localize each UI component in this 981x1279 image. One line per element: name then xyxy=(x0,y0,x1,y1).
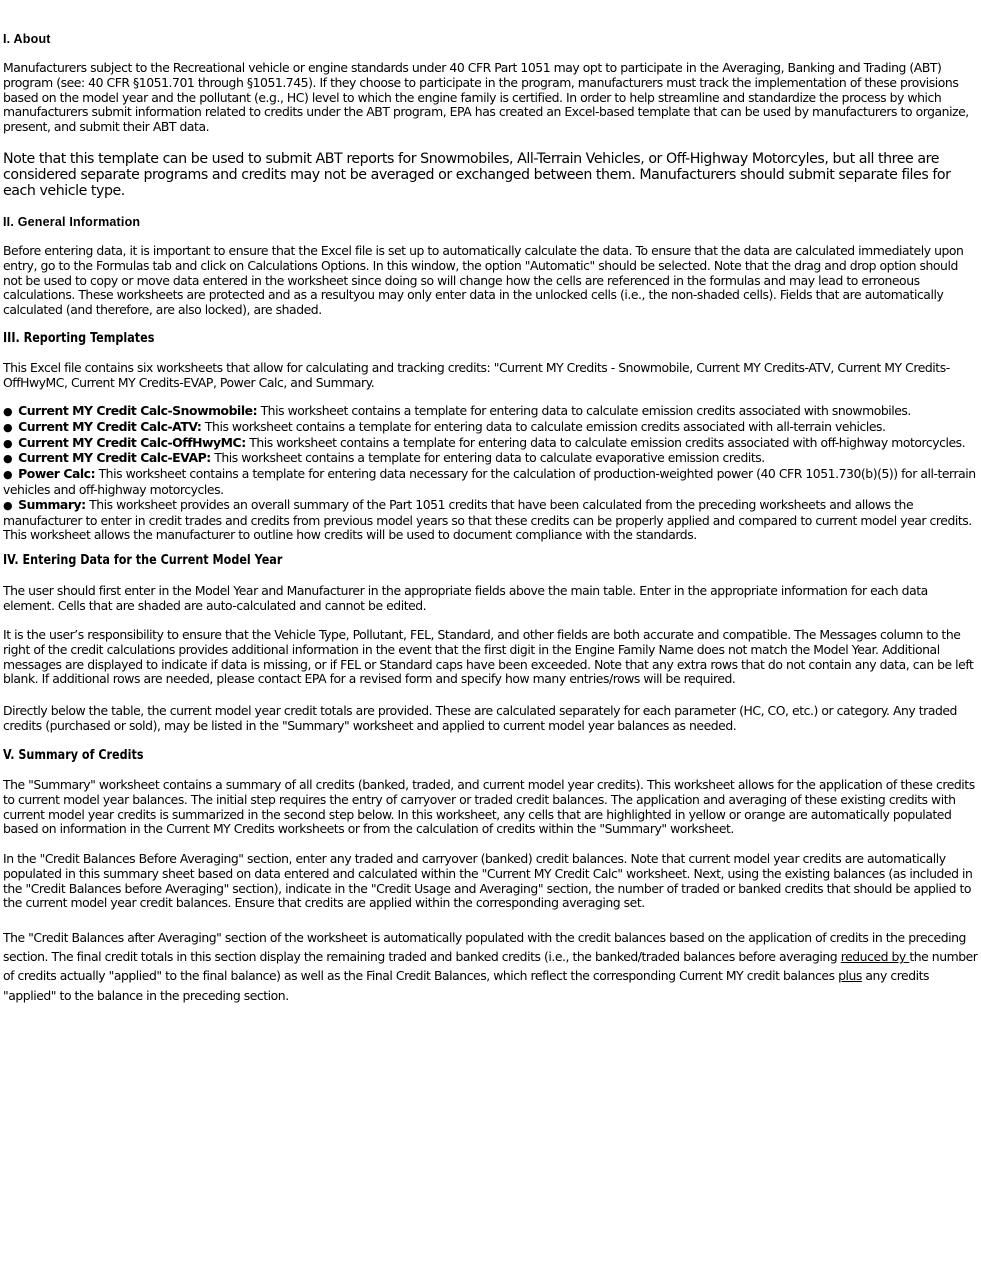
heading-summary-of-credits: V. Summary of Credits xyxy=(3,748,144,763)
list-item xyxy=(3,420,979,436)
summary-paragraph-1: The "Summary" worksheet contains a summary of all credits (banked, traded, and current model year credits). This worksheet allows for the application of these credits to current model year balances. The initial step requires the entry of carryover or traded credit balances. The application and averaging of these existing credits with current model year credits is summarized in the second step below. In this worksheet, any cells that are highlighted in yellow or orange are automatically populated based on information in the Current MY Credits worksheets or from the calculation of credits within the "Summary" worksheet. xyxy=(3,777,975,837)
list-item xyxy=(3,467,979,498)
list-item-title: Current MY Credit Calc-ATV: xyxy=(18,418,202,434)
bullet-icon: ● xyxy=(3,468,13,482)
list-item-text: This worksheet provides an overall summary of the Part 1051 credits that have been calculated from the preceding worksheets and allows the manufacturer to enter in credit trades and credits from previous model years so that these credits can be properly applied and compared to current model year credits. This worksheet allows the manufacturer to outline how credits will be used to document compliance with the standards. xyxy=(3,496,972,543)
templates-paragraph-1: This Excel file contains six worksheets that allow for calculating and tracking credits: "Current MY Credits - Snowmobile, Current MY Credits-ATV, Current MY Credits-OffHwyMC, Current MY Credits-EVAP, Power Calc, and Summary. xyxy=(3,360,950,390)
summary-paragraph-2: In the "Credit Balances Before Averaging" section, enter any traded and carryover (banked) credit balances. Note that current model year credits are automatically populated in this summary sheet based on data entered and calculated within the "Current MY Credit Calc" worksheet. Next, using the existing balances (as included in the "Credit Balances before Averaging" section), indicate in the "Credit Usage and Averaging" section, the number of traded or banked credits that should be applied to the current model year credit balances. Ensure that credits are applied within the corresponding averaging set. xyxy=(3,851,973,911)
list-item xyxy=(3,436,979,452)
summary-paragraph-3-part-3: any credits "applied" to the balance in the preceding section. xyxy=(3,968,930,1003)
bullet-icon: ● xyxy=(3,436,13,450)
list-item-title: Power Calc: xyxy=(18,466,96,482)
heading-general-information: II. General Information xyxy=(3,215,141,229)
list-item-text: This worksheet contains a template for entering data to calculate emission credits associated with off-highway motorcycles. xyxy=(245,434,966,450)
worksheet-list xyxy=(3,404,979,543)
entering-paragraph-2: It is the user’s responsibility to ensure that the Vehicle Type, Pollutant, FEL, Standard, and other fields are both accurate and compatible. The Messages column to the right of the credit calculations provides additional information in the event that the first digit in the Engine Family Name does not match the Model Year. Additional messages are displayed to indicate if data is missing, or if FEL or Standard caps have been exceeded. Note that any extra rows that do not contain any data, can be left blank. If additional rows are needed, please contact EPA for a revised form and specify how many entries/rows will be required. xyxy=(3,627,974,687)
summary-paragraph-3-part-2: the number of credits actually "applied" to the final balance) as well as the Final Credit Balances, which reflect the corresponding Current MY credit balances xyxy=(3,949,978,984)
general-paragraph-1: Before entering data, it is important to ensure that the Excel file is set up to automatically calculate the data. To ensure that the data are calculated immediately upon entry, go to the Formulas tab and click on Calculations Options. In this window, the option "Automatic" should be selected. Note that the drag and drop option should not be used to copy or move data entered in the worksheet since doing so will change how the cells are referenced in the formulas and may lead to erroneous calculations. These worksheets are protected and as a resultyou may only enter data in the unlocked cells (i.e., the non-shaded cells). Fields that are automatically calculated (and therefore, are also locked), are shaded. xyxy=(3,243,964,318)
entering-paragraph-3: Directly below the table, the current model year credit totals are provided. These are calculated separately for each parameter (HC, CO, etc.) or category. Any traded credits (purchased or sold), may be listed in the "Summary" worksheet and applied to current model year balances as needed. xyxy=(3,703,957,733)
list-item-title: Current MY Credit Calc-OffHwyMC: xyxy=(18,434,246,450)
bullet-icon: ● xyxy=(3,452,13,466)
about-paragraph-1: Manufacturers subject to the Recreational vehicle or engine standards under 40 CFR Part 1051 may opt to participate in the Averaging, Banking and Trading (ABT) program (see: 40 CFR §1051.701 through §1051.745). If they choose to participate in the program, manufacturers must track the implementation of these provisions based on the model year and the pollutant (e.g., HC) level to which the engine family is certified. In order to help streamline and standardize the process by which manufacturers submit information related to credits under the ABT program, EPA has created an Excel-based template that can be used by manufacturers to organize, present, and submit their ABT data. xyxy=(3,60,969,135)
heading-entering-data: IV. Entering Data for the Current Model Year xyxy=(3,553,283,568)
summary-paragraph-3 xyxy=(3,928,979,1005)
list-item-title: Current MY Credit Calc-Snowmobile: xyxy=(18,403,258,418)
heading-about: I. About xyxy=(3,32,51,46)
summary-paragraph-3-part-1: The "Credit Balances after Averaging" section of the worksheet is automatically populated with the credit balances based on the application of credits in the preceding section. The final credit totals in this section display the remaining traded and banked credits (i.e., the banked/traded balances before averaging xyxy=(3,930,966,965)
list-item xyxy=(3,498,979,543)
list-item xyxy=(3,404,979,420)
bullet-icon: ● xyxy=(3,420,13,434)
list-item-text: This worksheet contains a template for entering data to calculate emission credits associated with all-terrain vehicles. xyxy=(201,418,886,434)
bullet-icon: ● xyxy=(3,498,13,512)
bullet-icon: ● xyxy=(3,405,13,418)
list-item-text: This worksheet contains a template for entering data to calculate evaporative emission credits. xyxy=(210,450,765,466)
heading-reporting-templates: III. Reporting Templates xyxy=(3,331,155,346)
underlined-plus: plus xyxy=(838,968,862,984)
list-item-title: Current MY Credit Calc-EVAP: xyxy=(18,450,211,466)
underlined-reduced-by: reduced by xyxy=(840,949,910,965)
list-item-text: This worksheet contains a template for entering data necessary for the calculation of production-weighted power (40 CFR 1051.730(b)(5)) for all-terrain vehicles and off-highway motorcycles. xyxy=(3,466,976,497)
list-item xyxy=(3,451,979,467)
about-paragraph-2: Note that this template can be used to submit ABT reports for Snowmobiles, All-Terrain Vehicles, or Off-Highway Motorcyles, but all three are considered separate programs and credits may not be averaged or exchanged between them. Manufacturers should submit separate files for each vehicle type. xyxy=(3,151,951,200)
list-item-title: Summary: xyxy=(18,496,86,512)
list-item-text: This worksheet contains a template for entering data to calculate emission credits associated with snowmobiles. xyxy=(257,403,911,418)
entering-paragraph-1: The user should first enter in the Model Year and Manufacturer in the appropriate fields above the main table. Enter in the appropriate information for each data element. Cells that are shaded are auto-calculated and cannot be edited. xyxy=(3,583,928,613)
